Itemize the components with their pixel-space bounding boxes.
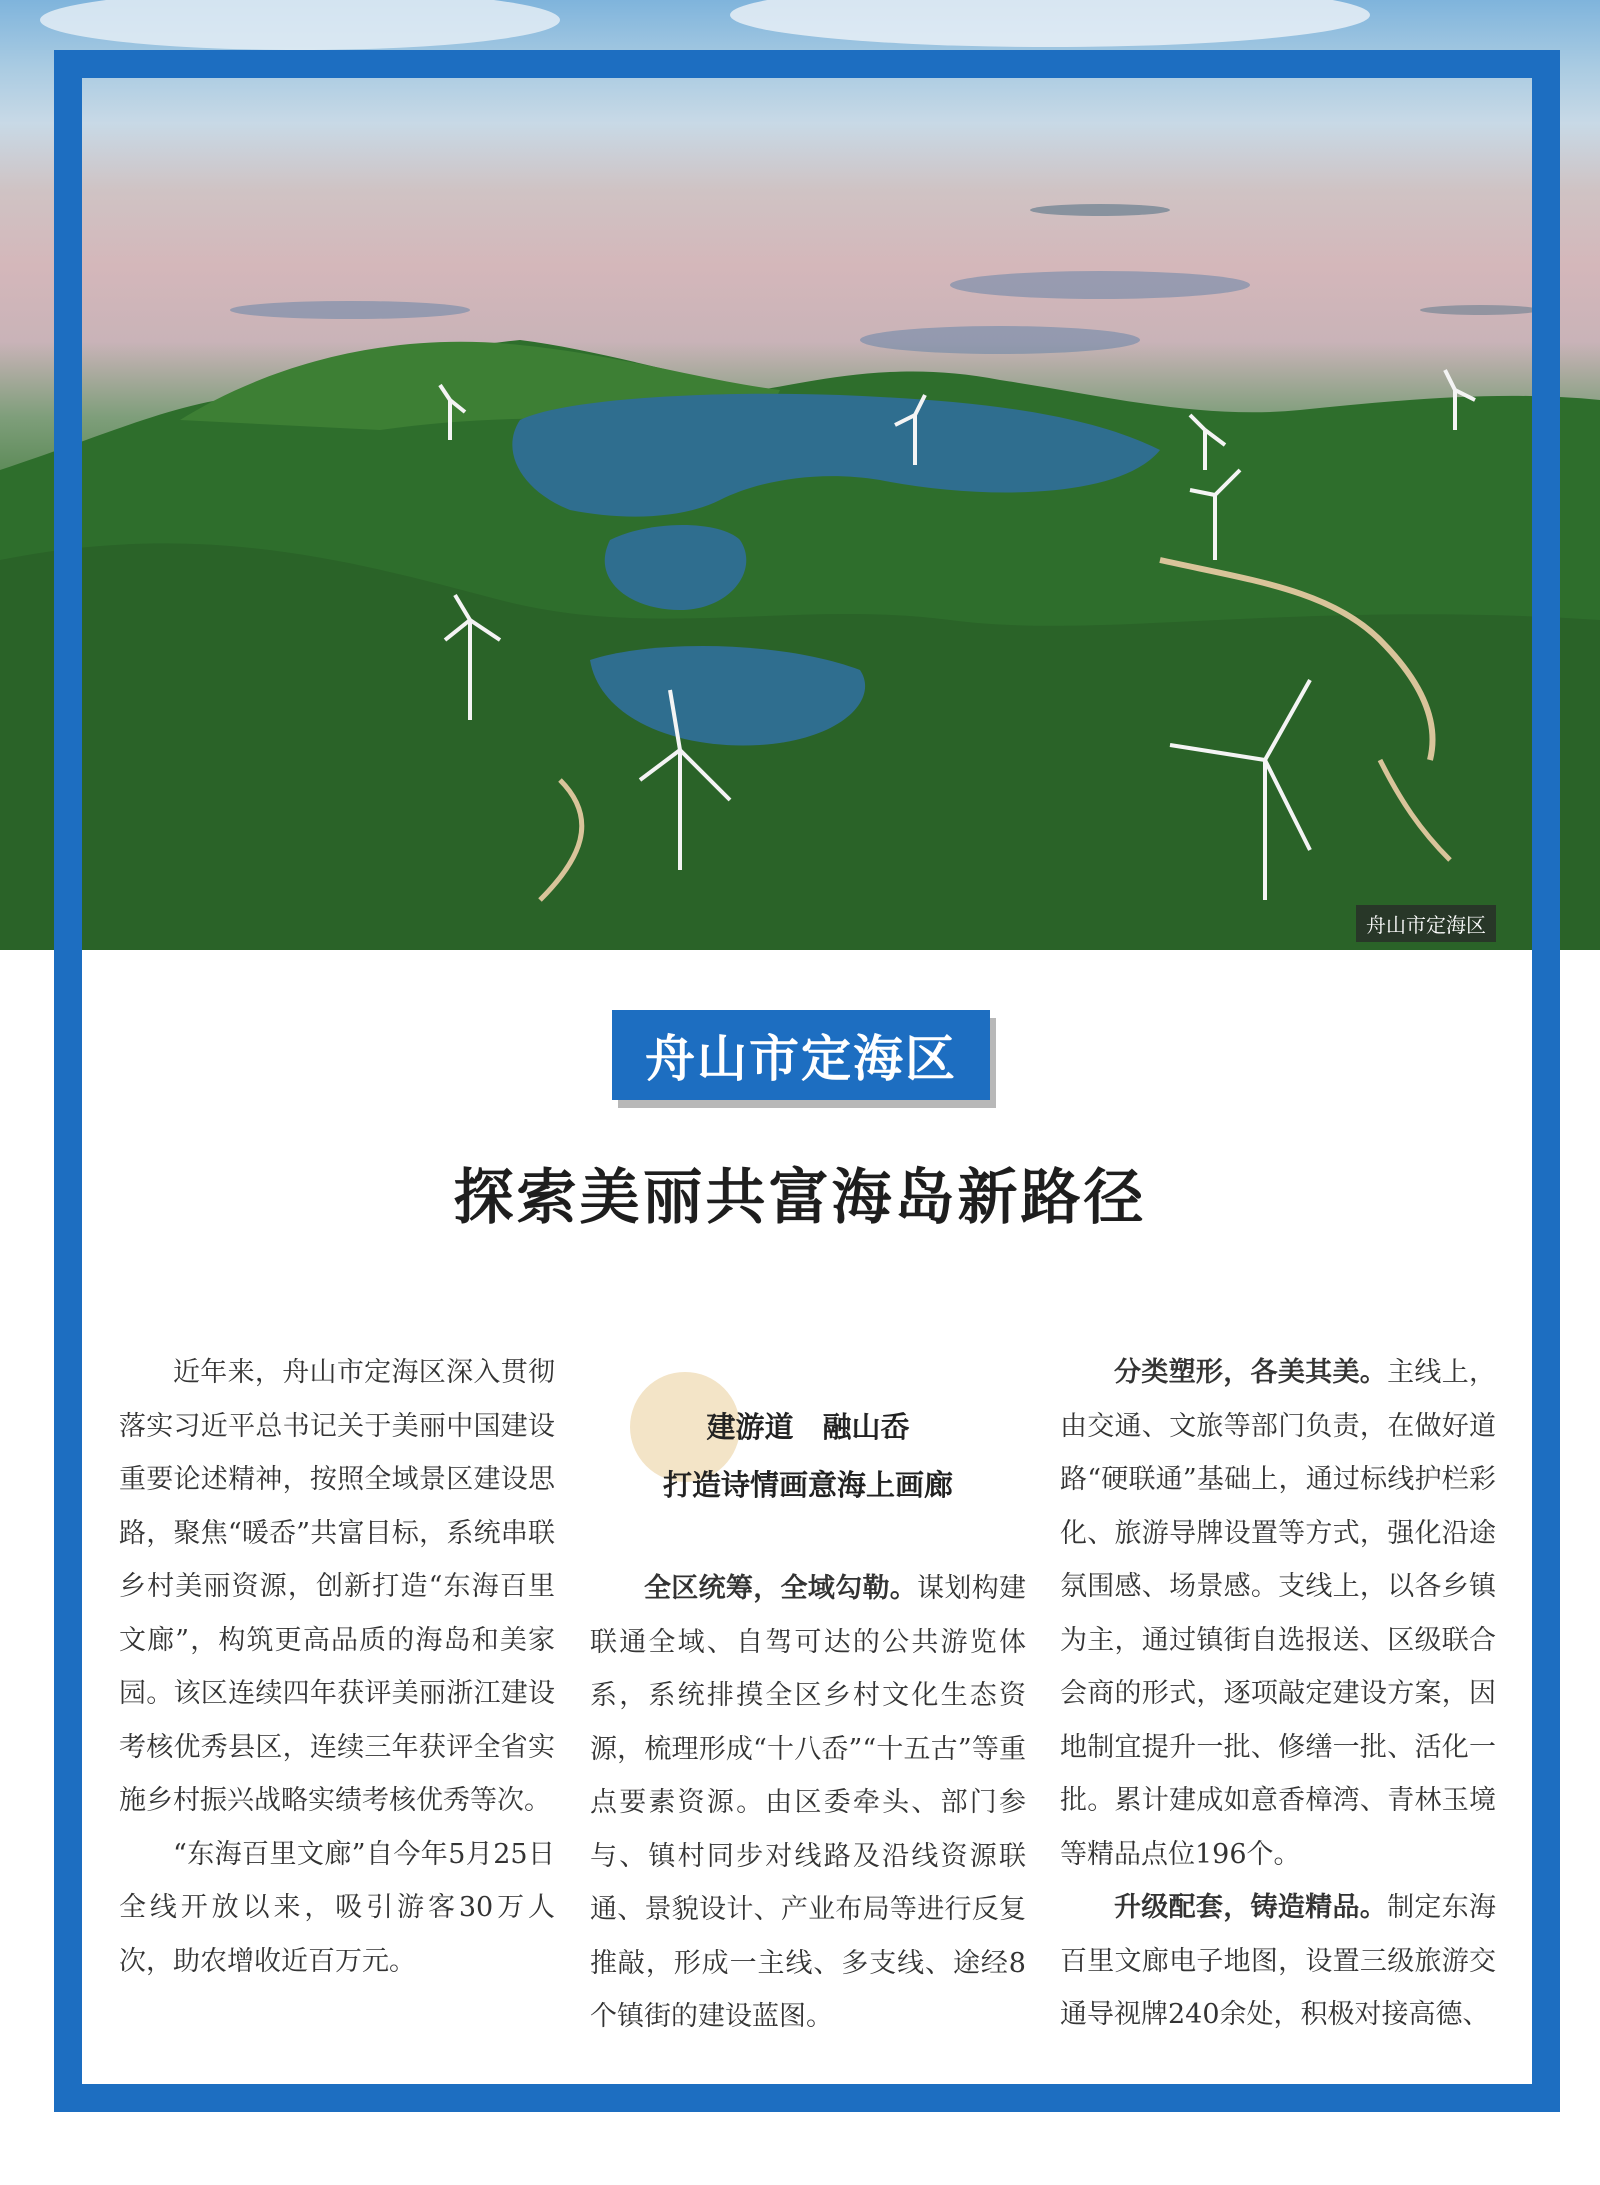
paragraph <box>590 1562 1026 2044</box>
paragraph <box>1060 1346 1496 1881</box>
paragraph-lead: 全区统筹，全域勾勒。 <box>644 1573 918 1604</box>
photo-caption: 舟山市定海区 <box>1356 905 1496 942</box>
subhead-line-1: 建游道 融山岙 <box>706 1410 910 1444</box>
paragraph-body: 制定东海百里文廊电子地图，设置三级旅游交通导视牌240余处，积极对接高德、 <box>1060 1892 1497 2030</box>
paragraph-body: 谋划构建联通全域、自驾可达的公共游览体系，系统排摸全区乡村文化生态资源，梳理形成“十八岙”“十五古”等重点要素资源。由区委牵头、部门参与、镇村同步对线路及沿线资源联通、景貌设计、产业布局等进行反复推敲，形成一主线、多支线、途经8个镇街的建设蓝图。 <box>590 1573 1027 2032</box>
paragraph-body: 主线上，由交通、文旅等部门负责，在做好道路“硬联通”基础上，通过标线护栏彩化、旅游导牌设置等方式，强化沿途氛围感、场景感。支线上，以各乡镇为主，通过镇街自选报送、区级联合会商的形式，逐项敲定建设方案，因地制宜提升一批、修缮一批、活化一批。累计建成如意香樟湾、青林玉境等精品点位196个。 <box>1060 1357 1497 1870</box>
subhead-line-2: 打造诗情画意海上画廊 <box>662 1468 953 1502</box>
article-column-3 <box>1060 1346 1496 2042</box>
paragraph: “东海百里文廊”自今年5月25日全线开放以来，吸引游客30万人次，助农增收近百万元。 <box>119 1838 555 1977</box>
region-title: 舟山市定海区 <box>612 1010 990 1100</box>
paragraph <box>1060 1881 1496 2042</box>
article-column-1 <box>119 1346 555 1988</box>
paragraph: 近年来，舟山市定海区深入贯彻落实习近平总书记关于美丽中国建设重要论述精神，按照全域景区建设思路，聚焦“暖岙”共富目标，系统串联乡村美丽资源，创新打造“东海百里文廊”，构筑更高品质的海岛和美家园。该区连续四年获评美丽浙江建设考核优秀县区，连续三年获评全省实施乡村振兴战略实绩考核优秀等次。 <box>119 1357 555 1816</box>
paragraph-lead: 分类塑形，各美其美。 <box>1114 1357 1388 1388</box>
article-column-2 <box>590 1562 1026 2044</box>
section-subhead <box>590 1398 1026 1514</box>
paragraph-lead: 升级配套，铸造精品。 <box>1114 1892 1388 1923</box>
headline: 探索美丽共富海岛新路径 <box>453 1163 1147 1233</box>
